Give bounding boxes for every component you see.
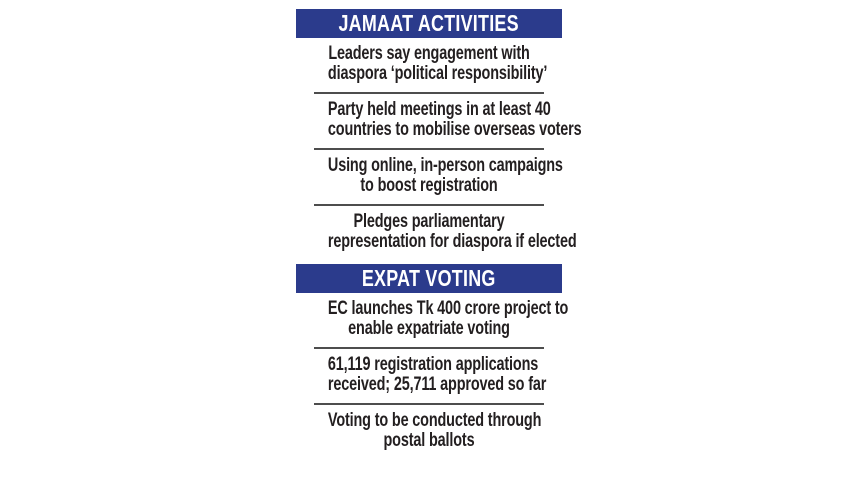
fact-line: enable expatriate voting xyxy=(347,318,510,339)
fact-item xyxy=(296,349,562,403)
fact-item xyxy=(296,38,562,92)
fact-line: diaspora ‘political responsibility’ xyxy=(327,63,547,84)
fact-item xyxy=(296,150,562,204)
section-header-jamaat-activities xyxy=(296,9,562,38)
fact-line: to boost registration xyxy=(359,175,498,196)
fact-line: Leaders say engagement with xyxy=(327,43,530,64)
fact-line: received; 25,711 approved so far xyxy=(327,374,546,395)
fact-line: 61,119 registration applications xyxy=(327,354,538,375)
infographic-panel xyxy=(296,9,582,459)
fact-item xyxy=(296,405,562,459)
fact-line: representation for diaspora if elected xyxy=(327,231,577,252)
fact-line: countries to mobilise overseas voters xyxy=(327,119,582,140)
fact-item xyxy=(296,206,577,260)
fact-line: Party held meetings in at least 40 xyxy=(327,99,551,120)
section-header-label: EXPAT VOTING xyxy=(361,265,496,291)
fact-line: Voting to be conducted through xyxy=(327,410,541,431)
section-header-label: JAMAAT ACTIVITIES xyxy=(338,10,519,36)
fact-line: EC launches Tk 400 crore project to xyxy=(327,298,568,319)
fact-line: Using online, in-person campaigns xyxy=(327,155,563,176)
fact-item xyxy=(296,293,568,347)
fact-item xyxy=(296,94,582,148)
fact-line: Pledges parliamentary xyxy=(353,211,504,232)
fact-line: postal ballots xyxy=(383,430,474,451)
section-header-expat-voting xyxy=(296,264,562,293)
